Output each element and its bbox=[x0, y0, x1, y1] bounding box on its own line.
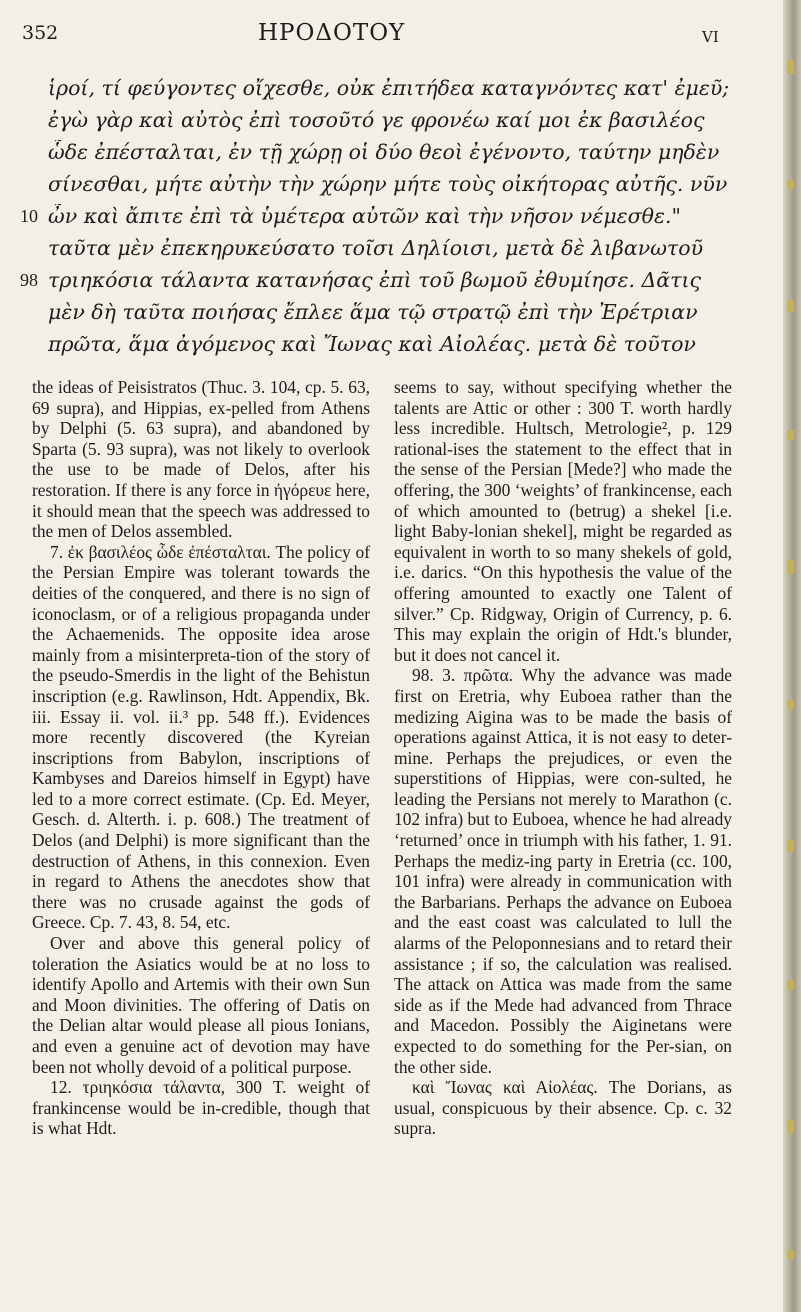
commentary-paragraph: the ideas of Peisistratos (Thuc. 3. 104, cp. 5. 63, 69 supra), and Hippias, ex-pelled from Athens by Delphi (5. 63 supra), and abandoned by Sparta (5. 93 supra), was not likely to overlook the use to be made of Delos, after his restoration. If there is any force in ἠγόρευε here, it should mean that the speech was addressed to the men of Delos assembled. bbox=[32, 377, 370, 542]
page-number: 352 bbox=[22, 22, 59, 44]
commentary-paragraph: seems to say, without specifying whether the talents are Attic or other : 300 T. worth hardly less incredible. Hultsch, Metrologie², p. 129 rational-ises the statement to the effect that in the sense of the Persian [Mede?] who made the offering, the 300 ‘weights’ of frankincense, each of which amounted to (betrug) a shekel [i.e. light Baby-lonian shekel], might be regarded as equivalent in worth to so many shekels of gold, i.e. darics. “On this hypothesis the value of the offering amounted to exactly one Talent of silver.” Cp. Ridgway, Origin of Currency, p. 6. This may explain the origin of Hdt.'s blunder, but it does not cancel it. bbox=[394, 377, 732, 665]
commentary-left-column bbox=[32, 377, 370, 1139]
greek-line: τριηκόσια τάλαντα κατανήσας ἐπὶ τοῦ βωμοῦ ἐθυμίησε. Δᾶτις bbox=[48, 268, 702, 292]
commentary-paragraph: καὶ Ἴωνας καὶ Αἰολέας. The Dorians, as usual, conspicuous by their absence. Cp. c. 32 supra. bbox=[394, 1077, 732, 1139]
commentary-right-column bbox=[394, 377, 732, 1139]
line-number-98: 98 bbox=[20, 270, 38, 290]
running-title: HPOΔOTOY bbox=[258, 20, 406, 46]
greek-line: ὧδε ἐπέσταλται, ἐν τῇ χώρῃ οἱ δύο θεοὶ ἐγένοντο, ταύτην μηδὲν bbox=[48, 140, 720, 164]
commentary-paragraph: 98. 3. πρῶτα. Why the advance was made first on Eretria, why Euboea rather than the medizing Aigina was to be made the basis of operations against Attica, it is not easy to deter-mine. Perhaps the prejudices, or even the superstitions of Hippias, were con-sulted, he leading the Persians not merely to Marathon (c. 102 infra) but to Euboea, whence he had already ‘returned’ once in triumph with his father, 1. 91. Perhaps the mediz-ing party in Eretria (cc. 100, 101 infra) were already in communication with the Barbarians. Perhaps the advance on Euboea and the east coast was calculated to lull the alarms of the Peloponnesians and to retard their assistance ; if so, the calculation was realised. The attack on Attica was made from the same side as if the Mede had advanced from Thrace and Macedon. Possibly the Aiginetans were expected to do something for the Per-sian, on the other side. bbox=[394, 665, 732, 1077]
greek-line: ὦν καὶ ἄπιτε ἐπὶ τὰ ὑμέτερα αὐτῶν καὶ τὴν νῆσον νέμεσθε." bbox=[48, 204, 681, 228]
book-number: VI bbox=[702, 28, 719, 46]
line-number-10: 10 bbox=[20, 206, 38, 226]
commentary-paragraph: 12. τριηκόσια τάλαντα, 300 T. weight of frankincense would be in-credible, though that is what Hdt. bbox=[32, 1077, 370, 1139]
commentary-paragraph: Over and above this general policy of toleration the Asiatics would be at no loss to identify Apollo and Artemis with their own Sun and Moon divinities. The offering of Datis on the Delian altar would please all pious Ionians, and even a genuine act of devotion may have been not wholly devoid of a political purpose. bbox=[32, 933, 370, 1077]
greek-line: ἐγὼ γὰρ καὶ αὐτὸς ἐπὶ τοσοῦτό γε φρονέω καί μοι ἐκ βασιλέος bbox=[48, 108, 705, 132]
greek-line: πρῶτα, ἅμα ἀγόμενος καὶ Ἴωνας καὶ Αἰολέας. μετὰ δὲ τοῦτον bbox=[48, 332, 696, 356]
greek-line: ταῦτα μὲν ἐπεκηρυκεύσατο τοῖσι Δηλίοισι, μετὰ δὲ λιβανωτοῦ bbox=[48, 236, 704, 260]
greek-line: μὲν δὴ ταῦτα ποιήσας ἔπλεε ἅμα τῷ στρατῷ ἐπὶ τὴν Ἐρέτριαν bbox=[48, 300, 698, 324]
greek-line: σίνεσθαι, μήτε αὐτὴν τὴν χώρην μήτε τοὺς οἰκήτορας αὐτῆς. νῦν bbox=[48, 172, 728, 196]
commentary-paragraph: 7. ἐκ βασιλέος ὧδε ἐπέσταλται. The policy of the Persian Empire was tolerant towards the deities of the conquered, and there is no sign of iconoclasm, or of a religious propaganda under the Achaemenids. The opposite idea arose mainly from a misinterpreta-tion of the story of the pseudo-Smerdis in the light of the Behistun inscription (e.g. Rawlinson, Hdt. Appendix, Bk. iii. Essay ii. vol. ii.³ pp. 548 ff.). Evidences more recently discovered (the Kyreian inscriptions from Babylon, inscriptions of Kambyses and Dareios himself in Egypt) have led to a more correct estimate. (Cp. Ed. Meyer, Gesch. d. Alterth. i. p. 608.) The treatment of Delos (and Delphi) is more significant than the destruction of Athens, in this connexion. Even in regard to Athens the anecdotes show that there was no crusade against the gods of Greece. Cp. 7. 43, 8. 54, etc. bbox=[32, 541, 370, 933]
greek-line: ἱροί, τί φεύγοντες οἴχεσθε, οὐκ ἐπιτήδεα καταγνόντες κατ' ἐμεῦ; bbox=[48, 76, 730, 100]
book-binding-edge bbox=[783, 0, 801, 1312]
